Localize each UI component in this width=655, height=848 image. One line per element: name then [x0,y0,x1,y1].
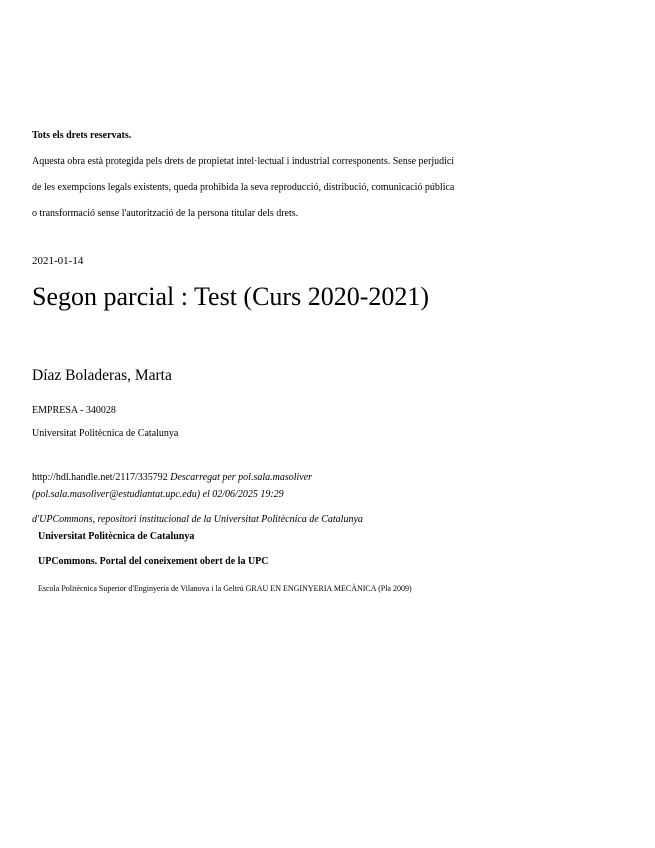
rights-line: Aquesta obra està protegida pels drets de propietat intel·lectual i industrial corresponents. Sense perjudici [32,156,455,167]
rights-line: de les exempcions legals existents, queda prohibida la seva reproducció, distribució, comunicació pública [32,182,455,193]
downloaded-by-text: Descarregat per pol.sala.masoliver [170,472,313,483]
document-author: Díaz Boladeras, Marta [32,367,172,384]
university-name: Universitat Politècnica de Catalunya [32,428,179,439]
footer-school: Escola Politècnica Superior d'Enginyeria de Vilanova i la Geltrú GRAU EN ENGINYERIA MECÀNICA (Pla 2009) [38,584,412,593]
document-date: 2021-01-14 [32,255,84,267]
download-email-line [32,489,284,500]
rights-line: o transformació sense l'autorització de la persona titular dels drets. [32,208,299,219]
footer-university: Universitat Politècnica de Catalunya [38,531,195,542]
handle-line [32,472,312,483]
course-code: EMPRESA - 340028 [32,405,116,416]
rights-heading: Tots els drets reservats. [32,130,132,141]
document-title: Segon parcial : Test (Curs 2020-2021) [32,282,430,311]
handle-link[interactable]: http://hdl.handle.net/2117/335792 [32,472,168,483]
repository-note: d'UPCommons, repositori institucional de la Universitat Politècnica de Catalunya [32,514,363,525]
download-email-date: (pol.sala.masoliver@estudiantat.upc.edu) el 02/06/2025 19:29 [32,489,284,500]
footer-portal: UPCommons. Portal del coneixement obert de la UPC [38,556,269,567]
